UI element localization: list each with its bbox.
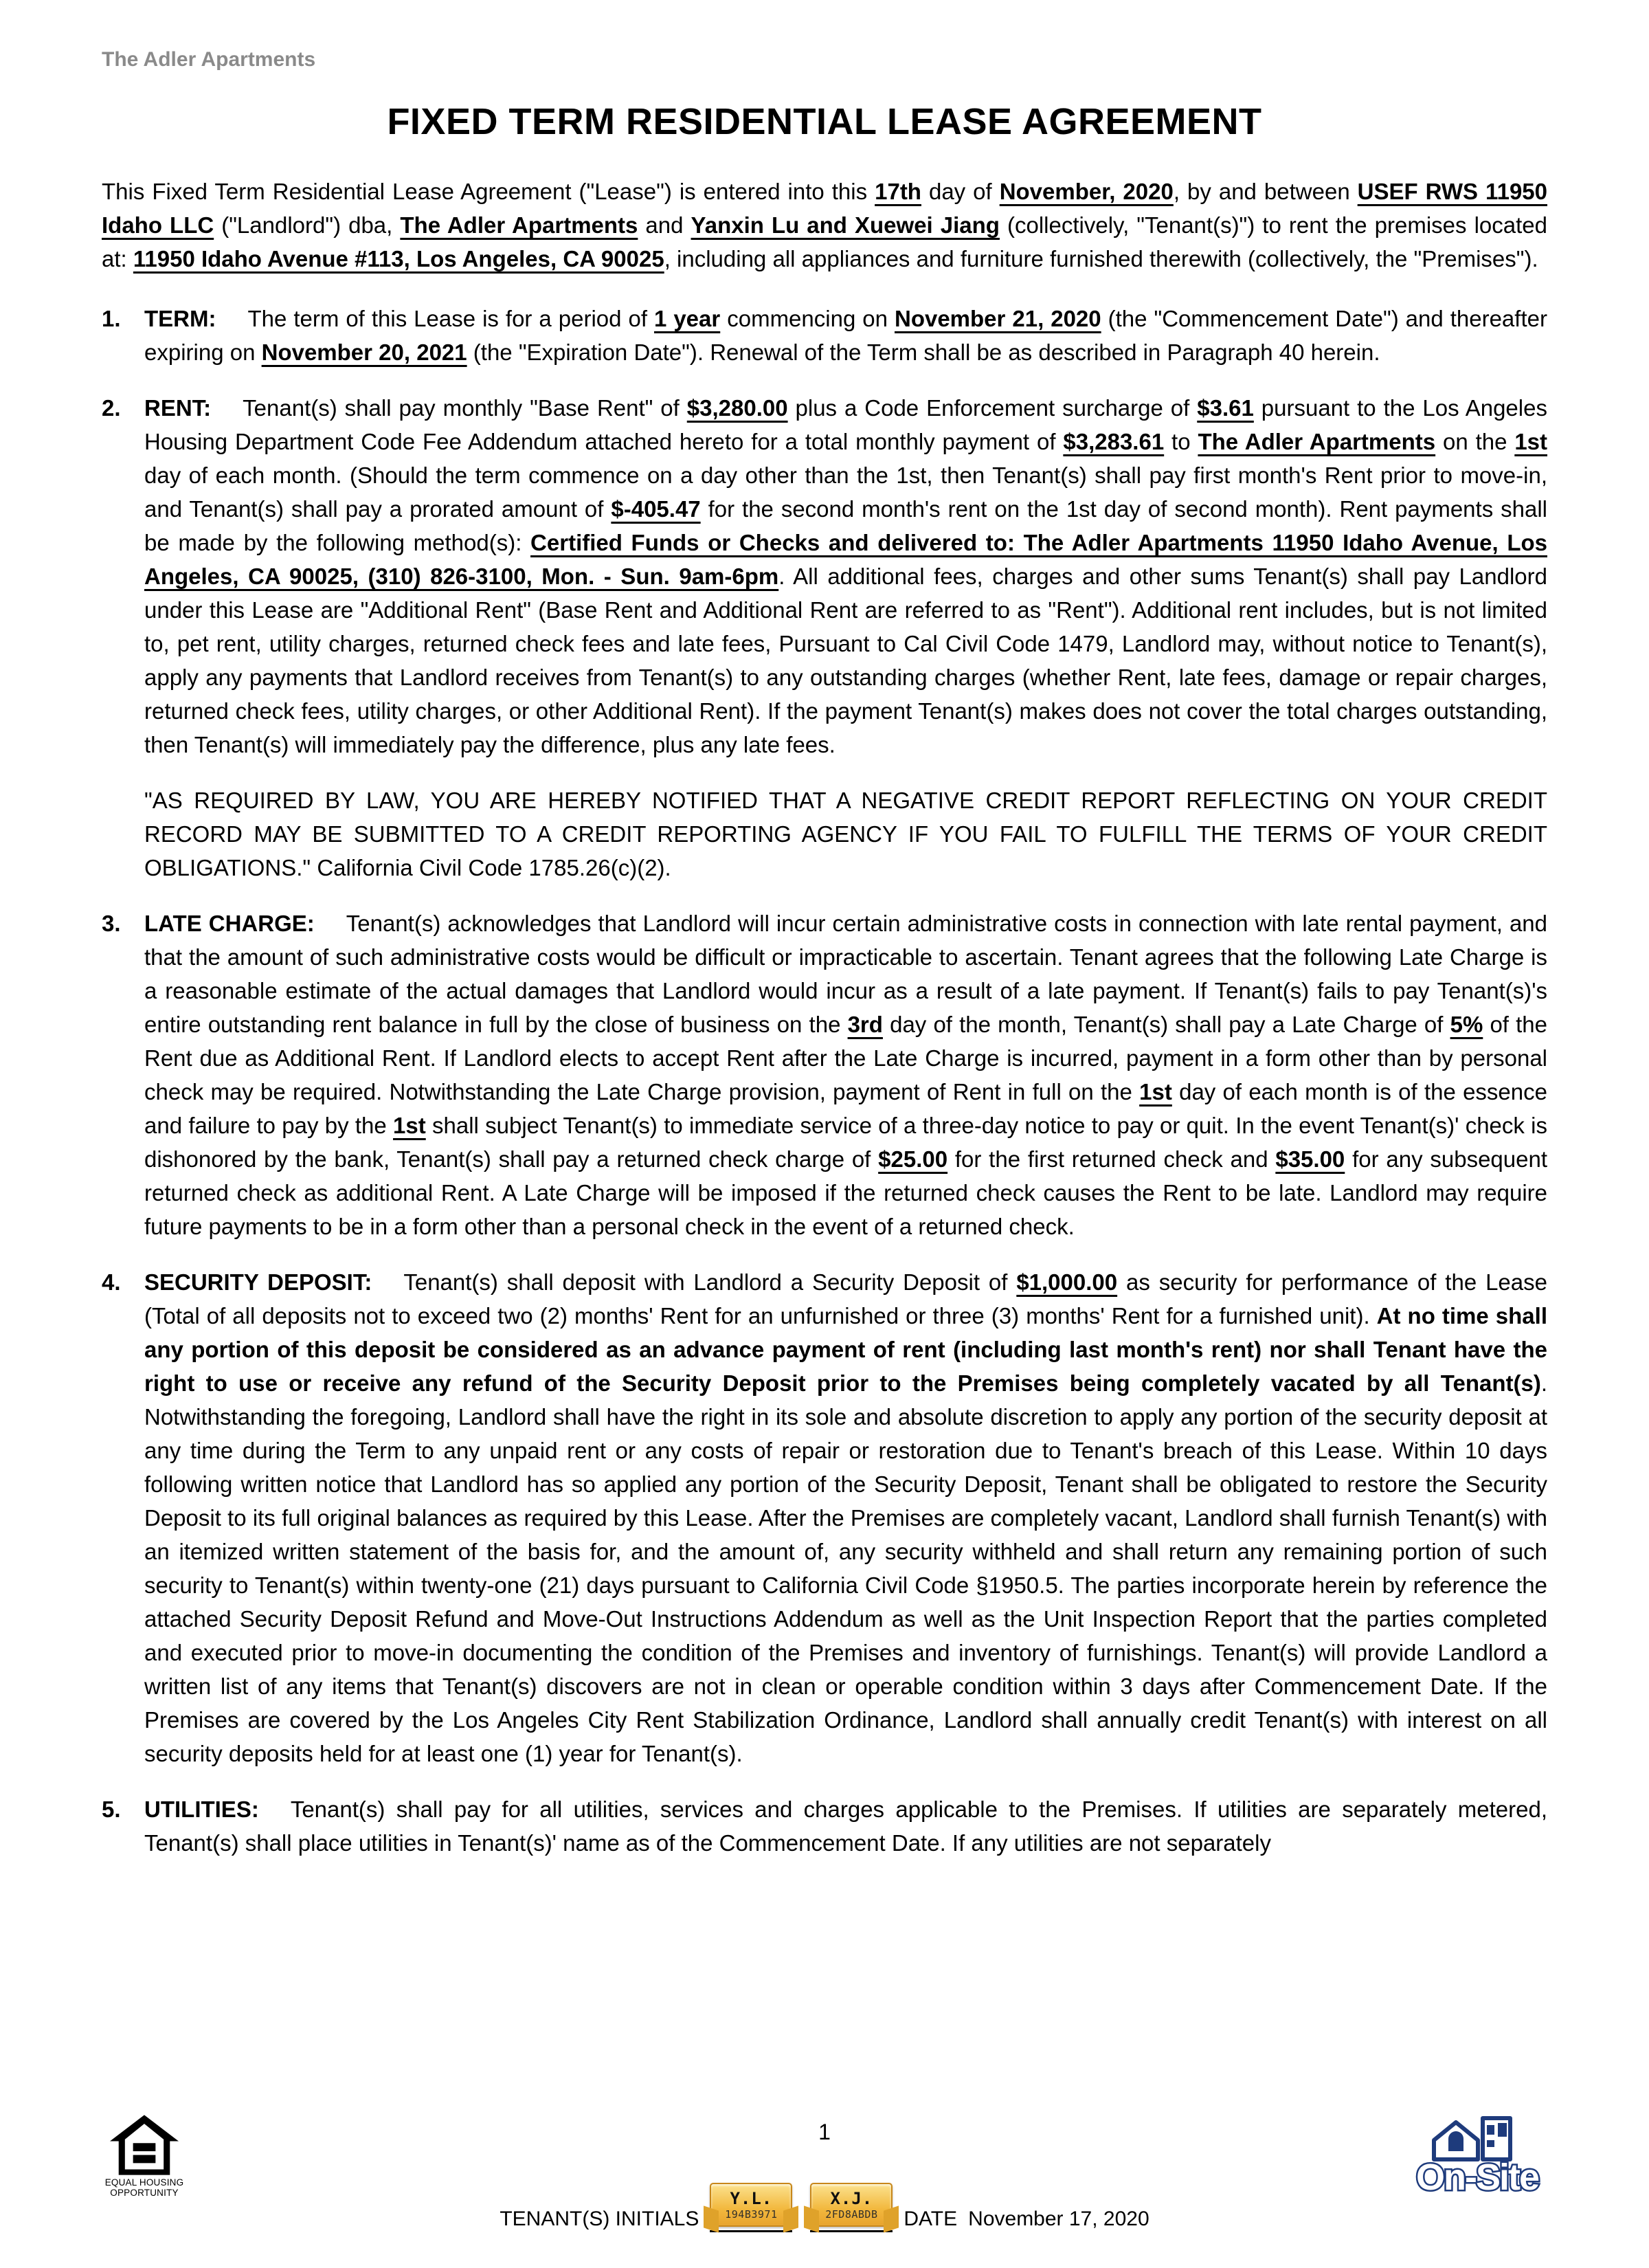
text-segment: 1st bbox=[1139, 1079, 1172, 1104]
text-segment: November, 2020 bbox=[999, 179, 1174, 204]
section-item bbox=[102, 302, 1547, 369]
text-segment: $1,000.00 bbox=[1016, 1269, 1118, 1295]
text-segment: 17th bbox=[875, 179, 921, 204]
text-segment: day of the month, Tenant(s) shall pay a Late Charge of bbox=[882, 1012, 1450, 1037]
initials-blank-line bbox=[810, 2163, 893, 2232]
text-segment: The Adler Apartments bbox=[1198, 429, 1436, 454]
section-number: 2. bbox=[102, 395, 121, 421]
text-segment: Certified Funds or Checks and delivered to: The Adler Apartments 11950 Idaho Avenue, Los Angeles, CA 90025, (310) 826-3100, Mon. - Sun. 9am-6pm bbox=[144, 530, 1547, 589]
onsite-logo bbox=[1413, 2111, 1547, 2202]
text-segment: on the bbox=[1435, 429, 1515, 454]
section-number: 3. bbox=[102, 911, 121, 936]
onsite-logo-text: On-Site bbox=[1416, 2157, 1539, 2198]
page-title: FIXED TERM RESIDENTIAL LEASE AGREEMENT bbox=[387, 101, 1262, 142]
stamp-initials-text: Y.L. bbox=[730, 2188, 773, 2208]
text-segment: $25.00 bbox=[878, 1146, 948, 1172]
text-segment: $3,280.00 bbox=[686, 395, 788, 421]
section-paragraph bbox=[144, 907, 1547, 1243]
text-segment: "AS REQUIRED BY LAW, YOU ARE HEREBY NOTIFIED THAT A NEGATIVE CREDIT REPORT REFLECTING ON YOUR CREDIT RECORD MAY BE SUBMITTED TO A CREDIT REPORTING AGENCY IF YOU FAIL TO FULFILL THE TERMS OF YOUR CREDIT OBLIGATIONS." California Civil Code 1785.26(c)(2). bbox=[144, 788, 1547, 880]
text-segment: $-405.47 bbox=[611, 496, 701, 522]
text-segment: November 20, 2021 bbox=[261, 340, 467, 365]
section-number: 1. bbox=[102, 306, 121, 331]
section-item bbox=[102, 1265, 1547, 1770]
text-segment: for the second month's rent on the 1st day of second month). Rent payments shall be made by the following method(s): bbox=[144, 496, 1547, 555]
text-segment: . All additional fees, charges and other sums Tenant(s) shall pay Landlord under this Lease are "Additional Rent" (Base Rent and Additional Rent are referred to as "Rent"). Additional rent includes, but is not limited to, pet rent, utility charges, returned check fees and late fees, Pursuant to Cal Civil Code 1479, Landlord may, without notice to Tenant(s), apply any payments that Landlord receives from Tenant(s) to any outstanding charges (whether Rent, late fees, damage or repair charges, returned check fees, utility charges, or other Additional Rent). If the payment Tenant(s) makes does not cover the total charges outstanding, then Tenant(s) will immediately pay the difference, plus any late fees. bbox=[144, 564, 1547, 757]
page-footer bbox=[102, 2054, 1547, 2268]
text-segment: as security for performance of the Lease (Total of all deposits not to exceed two (2) months' Rent for an unfurnished or three (3) months' Rent for a furnished unit). bbox=[144, 1269, 1547, 1328]
text-segment: USEF RWS 11950 Idaho LLC bbox=[102, 179, 1548, 238]
section-body bbox=[144, 1792, 1547, 1860]
text-segment: At no time shall any portion of this deposit be considered as an advance payment of rent (including last month's rent) nor shall Tenant have the right to use or receive any refund of the Security Deposit prior to the Premises being completely vacated by all Tenant(s) bbox=[144, 1303, 1547, 1396]
text-segment: $3,283.61 bbox=[1063, 429, 1165, 454]
section-heading: UTILITIES: bbox=[144, 1797, 259, 1822]
equal-housing-text-line2: OPPORTUNITY bbox=[110, 2188, 179, 2198]
text-segment: November 21, 2020 bbox=[894, 306, 1101, 331]
text-segment: (the "Commencement Date") and thereafter expiring on bbox=[144, 306, 1547, 365]
text-segment: , including all appliances and furniture furnished therewith (collectively, the "Premises"). bbox=[664, 246, 1538, 271]
intro-paragraph bbox=[102, 175, 1547, 276]
section-body bbox=[144, 1265, 1547, 1770]
text-segment: for any subsequent returned check as additional Rent. A Late Charge will be imposed if the returned check causes the Rent to be late. Landlord may require future payments to be in a form other than a personal check in the event of a returned check. bbox=[144, 1146, 1548, 1239]
section-heading: SECURITY DEPOSIT: bbox=[144, 1269, 372, 1295]
text-segment: This Fixed Term Residential Lease Agreement ("Lease") is entered into this bbox=[102, 179, 875, 204]
text-segment: of the Rent due as Additional Rent. If Landlord elects to accept Rent after the Late Charge is incurred, payment in a form other than by personal check may be required. Notwithstanding the Late Charge provision, payment of Rent in full on the bbox=[144, 1012, 1547, 1104]
section-paragraph bbox=[144, 1265, 1547, 1770]
stamp-code-text: 2FD8ABDB bbox=[825, 2208, 878, 2221]
text-segment: to bbox=[1164, 429, 1198, 454]
text-segment: plus a Code Enforcement surcharge of bbox=[787, 395, 1198, 421]
stamp-code-text: 194B3971 bbox=[725, 2208, 778, 2221]
initials-stamp bbox=[810, 2183, 893, 2227]
onsite-logo-graphic bbox=[1413, 2111, 1547, 2202]
text-segment: commencing on bbox=[720, 306, 895, 331]
section-item bbox=[102, 1792, 1547, 1860]
text-segment: 1st bbox=[1514, 429, 1548, 454]
text-segment: , by and between bbox=[1173, 179, 1358, 204]
text-segment: 1 year bbox=[653, 306, 721, 331]
section-body bbox=[144, 907, 1547, 1243]
section-number: 5. bbox=[102, 1797, 121, 1822]
equal-housing-text-line1: EQUAL HOUSING bbox=[104, 2177, 184, 2188]
text-segment: . Notwithstanding the foregoing, Landlord shall have the right in its sole and absolute discretion to apply any portion of the security deposit at any time during the Term to any unpaid rent or any costs of repair or restoration due to Tenant's breach of this Lease. Within 10 days following written notice that Landlord has so applied any portion of the Security Deposit, Tenant shall be obligated to restore the Security Deposit to its full original balances as required by this Lease. After the Premises are completely vacant, Landlord shall furnish Tenant(s) with an itemized written statement of the basis for, and the amount of, any security withheld and shall return any remaining portion of such security to Tenant(s) within twenty-one (21) days pursuant to California Civil Code §1950.5. The parties incorporate herein by reference the attached Security Deposit Refund and Move-Out Instructions Addendum as well as the Unit Inspection Report that the parties completed and executed prior to move-in documenting the condition of the Premises and inventory of furnishings. Tenant(s) will provide Landlord a written list of any items that Tenant(s) discovers are not in clean or operable condition within 3 days after Commencement Date. If the Premises are covered by the Los Angeles City Rent Stabilization Ordinance, Landlord shall annually credit Tenant(s) with interest on all security deposits held for at least one (1) year for Tenant(s). bbox=[144, 1370, 1547, 1766]
text-segment: for the first returned check and bbox=[947, 1146, 1276, 1172]
text-segment: Tenant(s) acknowledges that Landlord will incur certain administrative costs in connection with late rental payment, and that the amount of such administrative costs would be difficult or impracticable to ascertain. Tenant agrees that the following Late Charge is a reasonable estimate of the actual damages that Landlord would incur as a result of a late payment. If Tenant(s) fails to pay Tenant(s)'s entire outstanding rent balance in full by the close of business on the bbox=[144, 911, 1547, 1037]
section-paragraph bbox=[144, 1792, 1547, 1860]
text-segment: 1st bbox=[393, 1113, 426, 1138]
page-number: 1 bbox=[818, 2120, 831, 2144]
text-segment: 11950 Idaho Avenue #113, Los Angeles, CA 90025 bbox=[133, 246, 664, 271]
section-body bbox=[144, 391, 1547, 885]
text-segment: day of each month. (Should the term commence on a day other than the 1st, then Tenant(s) shall pay first month's Rent prior to move-in, and Tenant(s) shall pay a prorated amount of bbox=[144, 463, 1547, 522]
text-segment: The Adler Apartments bbox=[400, 212, 638, 238]
initials-stamp bbox=[710, 2183, 792, 2227]
text-segment: $35.00 bbox=[1275, 1146, 1345, 1172]
section-heading: TERM: bbox=[144, 306, 216, 331]
text-segment: day of bbox=[921, 179, 1000, 204]
sections-list bbox=[102, 302, 1547, 1860]
text-segment: pursuant to the Los Angeles Housing Department Code Fee Addendum attached hereto for a total monthly payment of bbox=[144, 395, 1547, 454]
initials-slots bbox=[710, 2163, 893, 2232]
tenant-initials-row bbox=[102, 2163, 1547, 2232]
text-segment: Yanxin Lu and Xuewei Jiang bbox=[691, 212, 1000, 238]
section-item bbox=[102, 391, 1547, 885]
text-segment: day of each month is of the essence and failure to pay by the bbox=[144, 1079, 1547, 1138]
text-segment: ("Landlord") dba, bbox=[214, 212, 401, 238]
text-segment: Tenant(s) shall deposit with Landlord a Security Deposit of bbox=[403, 1269, 1017, 1295]
section-heading: RENT: bbox=[144, 395, 212, 421]
date-label: DATE bbox=[904, 2208, 958, 2230]
text-segment: 3rd bbox=[847, 1012, 883, 1037]
text-segment: $3.61 bbox=[1197, 395, 1254, 421]
section-paragraph bbox=[144, 302, 1547, 369]
text-segment: (the "Expiration Date"). Renewal of the Term shall be as described in Paragraph 40 herein. bbox=[467, 340, 1380, 365]
section-item bbox=[102, 907, 1547, 1243]
text-segment: Tenant(s) shall pay monthly "Base Rent" of bbox=[243, 395, 687, 421]
initials-blank-line bbox=[710, 2163, 792, 2232]
tenant-initials-label: TENANT(S) INITIALS bbox=[500, 2208, 699, 2230]
section-number: 4. bbox=[102, 1269, 121, 1295]
text-segment: Tenant(s) shall pay for all utilities, services and charges applicable to the Premises. If utilities are separately metered, Tenant(s) shall place utilities in Tenant(s)' name as of the Commencement Date. If any utilities are not separately bbox=[144, 1797, 1547, 1856]
text-segment: and bbox=[638, 212, 691, 238]
brand-header: The Adler Apartments bbox=[102, 48, 316, 71]
text-segment: (collectively, "Tenant(s)") to rent the premises located at: bbox=[102, 212, 1547, 271]
section-subparagraph bbox=[144, 783, 1547, 885]
section-body bbox=[144, 302, 1547, 369]
section-paragraph bbox=[144, 391, 1547, 761]
date-value: November 17, 2020 bbox=[968, 2208, 1149, 2230]
stamp-initials-text: X.J. bbox=[830, 2188, 873, 2208]
text-segment: The term of this Lease is for a period of bbox=[247, 306, 654, 331]
text-segment: 5% bbox=[1450, 1012, 1483, 1037]
section-heading: LATE CHARGE: bbox=[144, 911, 315, 936]
text-segment: shall subject Tenant(s) to immediate service of a three-day notice to pay or quit. In the event Tenant(s)' check is dishonored by the bank, Tenant(s) shall pay a returned check charge of bbox=[144, 1113, 1547, 1172]
